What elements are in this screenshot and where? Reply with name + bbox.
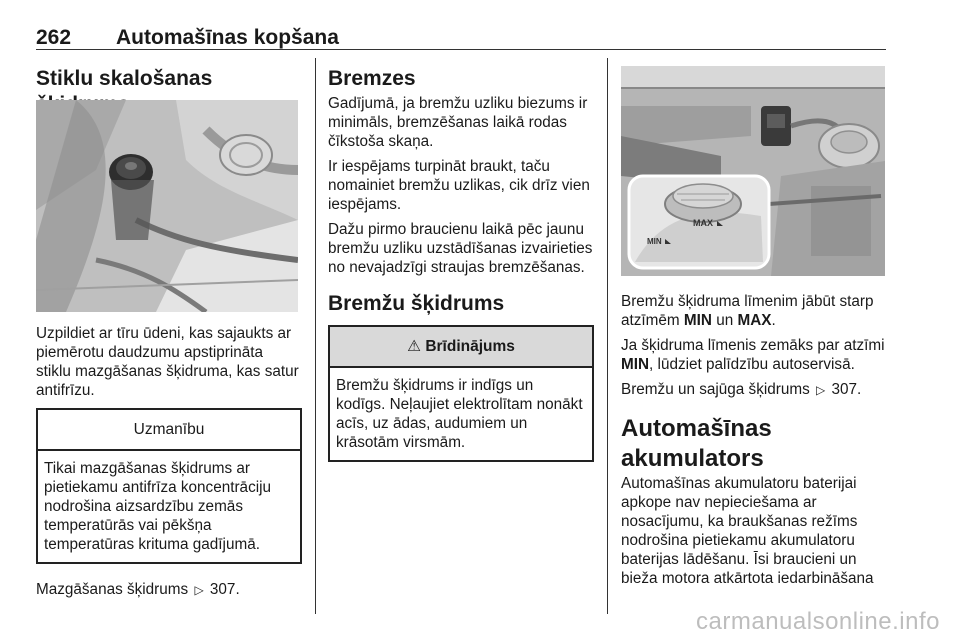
section-heading-washer-fluid: Stiklu skalošanas bbox=[36, 67, 213, 90]
brakes-paragraph-3: Dažu pirmo braucienu laikā pēc jaunu bremžu uzliku uzstādīšanas izvairieties no nevajadzīgi straujas bremzēšanas. bbox=[328, 221, 593, 276]
brakes-paragraph-2: Ir iespējams turpināt braukt, taču nomainiet bremžu uzlikas, cik drīz vien iespējams. bbox=[328, 158, 590, 213]
washer-fluid-reference bbox=[36, 580, 302, 600]
brake-fluid-level-paragraph bbox=[621, 292, 889, 330]
header-divider bbox=[36, 49, 886, 50]
watermark: carmanualsonline.info bbox=[696, 608, 940, 635]
page-number: 262 bbox=[36, 26, 72, 49]
warning-box bbox=[328, 325, 594, 462]
min-label: MIN bbox=[683, 312, 712, 329]
warning-header bbox=[330, 327, 592, 368]
warning-title: Brīdinājums bbox=[425, 338, 515, 355]
max-label: MAX bbox=[737, 312, 772, 329]
reference-text: Bremžu un sajūga šķidrums bbox=[621, 381, 810, 398]
text-run: , lūdziet palīdzību autoservisā. bbox=[649, 356, 855, 373]
reference-page[interactable]: 307. bbox=[209, 581, 240, 598]
reference-text: Mazgāšanas šķidrums bbox=[36, 581, 189, 598]
text-run: Bremžu šķidruma līmenim jābūt starp atzīmēm bbox=[621, 293, 874, 329]
notice-box bbox=[36, 408, 302, 564]
reference-page[interactable]: 307. bbox=[831, 381, 862, 398]
column-divider-2 bbox=[607, 58, 608, 614]
cross-reference-arrow-icon: ▷ bbox=[816, 383, 826, 397]
battery-paragraph: Automašīnas akumulatoru baterijai apkope nav nepieciešama ar nosacījumu, ka braukšanas režīms nodrošina pietiekamu akumulatoru baterijas lādēšanu. Īsi braucieni un bieža motora atkārtota iedarbināšana bbox=[621, 475, 874, 587]
running-title: Automašīnas kopšana bbox=[116, 26, 339, 49]
text-run: Ja šķidruma līmenis zemāks par atzīmi bbox=[621, 337, 885, 354]
warning-triangle-icon: ⚠ bbox=[407, 338, 421, 355]
text-run: un bbox=[711, 312, 738, 329]
page-header bbox=[36, 22, 886, 48]
column-3 bbox=[621, 292, 889, 594]
text-run: . bbox=[771, 312, 776, 329]
engine-bay-illustration bbox=[36, 100, 298, 312]
washer-fluid-reservoir-image bbox=[36, 100, 298, 312]
max-mark-label: MAX bbox=[693, 218, 713, 228]
brake-reservoir-illustration bbox=[621, 66, 885, 276]
section-heading-battery: Automašīnas akumulators bbox=[621, 415, 772, 472]
notice-body: Tikai mazgāšanas šķidrums ar pietiekamu antifrīza koncentrāciju nodrošina aizsardzību zemās temperatūrās vai pēkšņa temperatūras krituma gadījumā. bbox=[44, 460, 272, 553]
column-divider-1 bbox=[315, 58, 316, 614]
cross-reference-arrow-icon: ▷ bbox=[194, 583, 204, 597]
brakes-paragraph-1: Gadījumā, ja bremžu uzliku biezums ir minimāls, bremzēšanas laikā rodas čīkstoša skaņa. bbox=[328, 95, 588, 150]
column-2 bbox=[328, 66, 594, 462]
min-label: MIN bbox=[621, 356, 650, 373]
min-mark-label: MIN bbox=[647, 237, 662, 246]
brake-fluid-reference bbox=[621, 380, 889, 400]
washer-fluid-paragraph: Uzpildiet ar tīru ūdeni, kas sajaukts ar piemērotu daudzumu apstiprināta stiklu mazgāšanas šķidruma, kas satur antifrīzu. bbox=[36, 325, 299, 399]
notice-title: Uzmanību bbox=[38, 410, 300, 451]
warning-body: Bremžu šķidrums ir indīgs un kodīgs. Neļaujiet elektrolītam nonākt acīs, uz ādas, audumiem un krāsotām virsmām. bbox=[336, 377, 583, 451]
column-1-body bbox=[36, 324, 302, 606]
section-heading-brakes: Bremzes bbox=[328, 67, 416, 90]
brake-fluid-reservoir-image bbox=[621, 66, 885, 276]
section-heading-brake-fluid: Bremžu šķidrums bbox=[328, 292, 505, 315]
brake-fluid-low-paragraph bbox=[621, 336, 889, 374]
